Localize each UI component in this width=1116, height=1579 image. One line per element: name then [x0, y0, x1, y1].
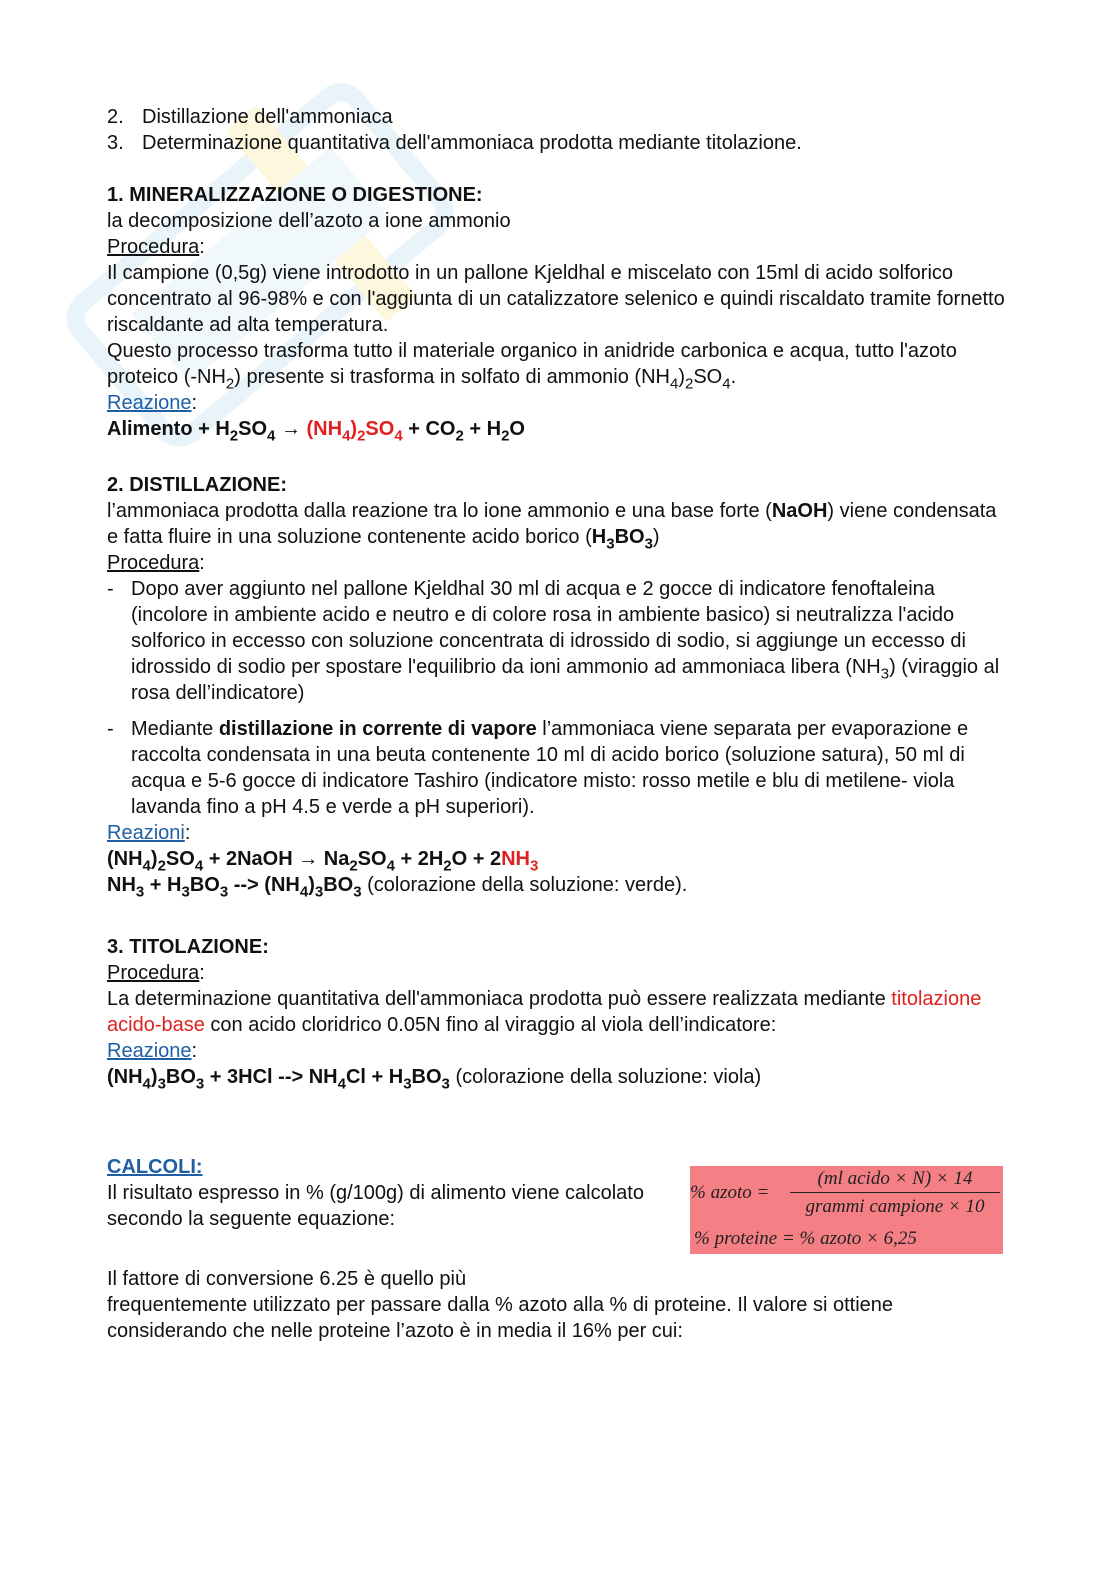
- steps-list: [107, 104, 1007, 156]
- list-item: - Mediante distillazione in corrente di vapore l’ammoniaca viene separata per evaporazione e raccolta condensata in una beuta contenente 10 ml di acido borico (soluzione satura), 50 ml di acqua e 5-6 gocce di indicatore Tashiro (indicatore misto: rosso metile e blu di metilene- viola lavanda fino a pH 4.5 e verde a pH superiori).: [107, 718, 969, 818]
- procedura-label: Procedura:: [107, 236, 205, 258]
- process-text: Questo processo trasforma tutto il materiale organico in anidride carbonica e acqua, tutto l'azoto proteico $(-NH_2)$ presente si trasforma in solfato di ammonio $(NH_4)_2SO_4$.: [107, 340, 957, 393]
- section-title-titolazione: 3. TITOLAZIONE:: [107, 936, 269, 958]
- calcoli-row: [107, 1168, 1007, 1270]
- reaction-equation-3: $NH_3 + H_3BO_3$ --> $(NH_4)_3BO_3$ (colorazione della soluzione: verde).: [107, 874, 688, 901]
- procedure-text: La determinazione quantitativa dell'ammoniaca prodotta può essere realizzata mediante titolazione acido-base con acido cloridrico 0.05N fino al viraggio al viola dell’indicatore:: [107, 988, 982, 1036]
- reaction-equation-2: $(NH_4)_2SO_4$ + 2NaOH → $Na_2SO_4 + 2H_2O + 2NH_3$: [107, 848, 539, 875]
- procedura-label: Procedura:: [107, 962, 205, 984]
- step-item: 3. Determinazione quantitativa dell'ammoniaca prodotta mediante titolazione.: [107, 132, 802, 154]
- section-title-calcoli: CALCOLI:: [107, 1156, 203, 1178]
- calcoli-text: Il risultato espresso in % (g/100g) di alimento viene calcolato secondo la seguente equazione:: [107, 1182, 644, 1230]
- section-title-mineralizzazione: 1. MINERALIZZAZIONE O DIGESTIONE:: [107, 184, 483, 206]
- reaction-equation-4: $(NH_4)_3BO_3 + 3HCl$ --> $NH_4Cl + H_3BO_3$ (colorazione della soluzione: viola): [107, 1066, 762, 1093]
- reazione-label: Reazione:: [107, 1040, 198, 1062]
- procedure-list: [107, 576, 1007, 820]
- reazione-label: Reazione:: [107, 392, 198, 414]
- step-item: 2. Distillazione dell'ammoniaca: [107, 106, 393, 128]
- formula-fraction: [788, 1166, 1002, 1221]
- procedura-label: Procedura:: [107, 552, 205, 574]
- formula-proteine: % proteine = % azoto × 6,25: [694, 1228, 917, 1249]
- formula-denominator: grammi campione × 10: [805, 1196, 985, 1217]
- formula-box: [690, 1166, 1003, 1254]
- formula-numerator: (ml acido × N) × 14: [817, 1168, 973, 1189]
- conversion-text-1: Il fattore di conversione 6.25 è quello più: [107, 1268, 467, 1290]
- formula-lhs: % azoto =: [690, 1182, 770, 1203]
- section-description: l’ammoniaca prodotta dalla reazione tra lo ione ammonio e una base forte (NaOH) viene condensata e fatta fluire in una soluzione contenente acido borico $(H_3BO_3)$: [107, 500, 997, 553]
- document-content: [107, 104, 1007, 1344]
- list-item: - Dopo aver aggiunto nel pallone Kjeldhal 30 ml di acqua e 2 gocce di indicatore fenoftaleina (incolore in ambiente acido e neutro e di colore rosa in ambiente basico) si neutralizza l'acido solforico in eccesso con soluzione concentrata di idrossido di sodio, si aggiunge un eccesso di idrossido di sodio per spostare l'equilibrio da ioni ammonio ad ammoniaca libera $(NH_3)$ (viraggio al rosa dell’indicatore): [107, 578, 1000, 704]
- procedure-text: Il campione (0,5g) viene introdotto in un pallone Kjeldhal e miscelato con 15ml di acido solforico concentrato al 96-98% e con l'aggiunta di un catalizzatore selenico e quindi riscaldato tramite fornetto riscaldante ad alta temperatura.: [107, 262, 1005, 336]
- conversion-text-2: frequentemente utilizzato per passare dalla % azoto alla % di proteine. Il valore si ottiene considerando che nelle proteine l’azoto è in media il 16% per cui:: [107, 1294, 894, 1342]
- reaction-equation-1: Alimento + $H_2SO_4 \to (NH_4)_2SO_4 + CO_2 + H_2O$: [107, 418, 525, 445]
- section-title-distillazione: 2. DISTILLAZIONE:: [107, 474, 287, 496]
- reazioni-label: Reazioni:: [107, 822, 191, 844]
- section-description: la decomposizione dell’azoto a ione ammonio: [107, 210, 511, 232]
